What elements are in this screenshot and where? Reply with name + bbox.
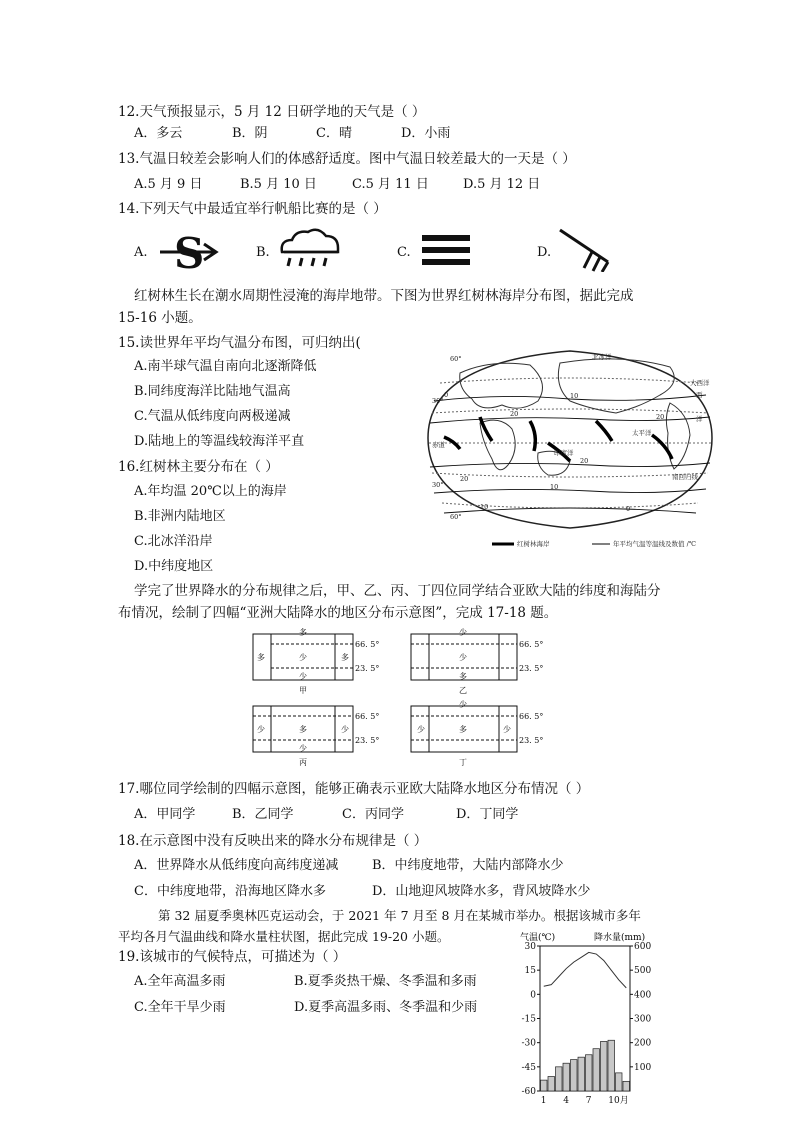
q12-stem: 12.天气预报显示，5 月 12 日研学地的天气是（ ） [118,104,426,120]
ding-top: 少 [459,700,467,709]
q18-option-c: C．中纬度地带，沿海地区降水多 [134,884,326,899]
map-lat-label-60s: 60° [450,513,462,521]
temp-tick-label: -30 [521,1038,536,1049]
precip-bar [601,1041,608,1091]
month-tick-label: 1 [540,1096,547,1106]
map-tropic-capricorn-label: 南回归线 [672,473,698,481]
chart-title-right: 降水量(mm) [594,933,646,943]
svg-text:S: S [174,229,205,276]
q13-option-a: A.5 月 9 日 [134,177,203,192]
map-isotherm-label: 20 [580,457,589,465]
precip-bar [563,1063,570,1091]
q12-option-c: C．晴 [316,126,352,141]
precip-passage-line1: 学完了世界降水的分布规律之后，甲、乙、丙、丁四位同学结合亚欧大陆的纬度和海陆分 [134,583,661,599]
q12-option-b: B．阴 [232,126,268,141]
lat-mark-23: 23. 5° [355,736,380,745]
sandstorm-symbol-icon [158,228,220,276]
map-isotherm-label: 20 [656,413,665,421]
map-legend-mangrove: 红树林海岸 [517,540,550,548]
q17-option-d: D．丁同学 [456,807,519,822]
q19-stem: 19.该城市的气候特点，可描述为（ ） [118,949,347,965]
map-lat-label-60n: 60° [450,355,462,363]
map-isotherm-label: 20 [510,410,519,418]
q15-option-d: D.陆地上的等温线较海洋平直 [134,434,305,449]
bing-center: 多 [299,725,307,734]
map-isotherm-label: 20 [460,475,469,483]
precip-bar [556,1067,563,1091]
temperature-line [544,952,627,987]
precip-bar [616,1073,623,1091]
q12-option-d: D．小雨 [401,126,451,141]
jia-top: 多 [299,628,307,637]
precip-passage-line2: 布情况，绘制了四幅“亚洲大陆降水的地区分布示意图”，完成 17-18 题。 [118,605,558,621]
lat-mark-23: 23. 5° [355,664,380,673]
lat-mark-66: 66. 5° [355,712,380,721]
q14-label-b: B. [256,245,270,260]
map-lat-label-30n: 30° [432,397,444,405]
q15-option-b: B.同纬度海洋比陆地气温高 [134,384,291,399]
q16-stem: 16.红树林主要分布在（ ） [118,459,279,475]
temp-tick-label: 30 [524,942,536,952]
map-ocean-yang: 洋 [696,415,703,423]
month-tick-label: 7 [585,1096,592,1106]
q19-option-d: D.夏季高温多雨、冬季温和少雨 [294,1000,478,1015]
precip-tick-label: 400 [634,990,652,1001]
q14-label-a: A. [134,245,148,260]
precip-bar [608,1040,615,1091]
olympics-passage-line2: 平均各月气温曲线和降水量柱状图，据此完成 19-20 小题。 [118,929,450,944]
bing-left: 少 [257,725,265,734]
lat-mark-23: 23. 5° [519,664,544,673]
jia-right: 多 [341,653,349,662]
yi-name: 乙 [459,686,467,695]
precip-bar [571,1060,578,1091]
q15-option-a: A.南半球气温自南向北逐渐降低 [134,359,317,374]
lat-mark-66: 66. 5° [519,640,544,649]
map-lat-label-30s: 30° [432,481,444,489]
jia-name: 甲 [299,686,307,695]
q15-option-c: C.气温从低纬度向两极递减 [134,409,291,424]
month-tick-label: 10月 [608,1096,629,1106]
world-mangrove-map [420,343,720,553]
temp-tick-label: -45 [521,1062,536,1073]
temp-tick-label: 15 [524,966,536,977]
ding-name: 丁 [459,758,467,767]
q19-option-b: B.夏季炎热干燥、冬季温和多雨 [294,974,477,989]
bing-bottom: 少 [299,744,307,753]
q18-option-b: B．中纬度地带，大陆内部降水少 [372,858,564,873]
temp-tick-label: 0 [530,990,536,1001]
q18-option-a: A．世界降水从低纬度向高纬度递减 [134,858,339,873]
map-isotherm-label: 0 [444,391,449,399]
lat-mark-23: 23. 5° [519,736,544,745]
q19-option-c: C.全年干旱少雨 [134,1000,226,1015]
q18-option-d: D．山地迎风坡降水多，背风坡降水少 [372,884,591,899]
precip-bar [548,1077,555,1092]
olympics-passage-line1: 第 32 届夏季奥林匹克运动会，于 2021 年 7 月至 8 月在某城市举办。根据该城市多年 [158,908,641,923]
jia-left: 多 [257,653,265,662]
mangrove-passage-line2: 15-16 小题。 [118,310,202,326]
q12-option-a: A．多云 [134,126,183,141]
precip-bar [586,1055,593,1091]
q18-stem: 18.在示意图中没有反映出来的降水分布规律是（ ） [118,833,428,849]
q17-option-a: A．甲同学 [134,807,196,822]
precip-bar [623,1081,630,1091]
mangrove-passage-line1: 红树林生长在潮水周期性浸淹的海岸地带。下图为世界红树林海岸分布图，据此完成 [134,288,634,304]
q14-stem: 14.下列天气中最适宜举行帆船比赛的是（ ） [118,201,387,217]
ding-left: 少 [417,725,425,734]
temp-tick-label: -60 [521,1087,536,1097]
chart-title-left: 气温(℃) [520,933,556,943]
yi-top: 少 [459,628,467,637]
precip-bar [593,1049,600,1091]
q17-stem: 17.哪位同学绘制的四幅示意图，能够正确表示亚欧大陆降水地区分布情况（ ） [118,781,590,797]
q13-option-b: B.5 月 10 日 [240,177,317,192]
temp-tick-label: -15 [521,1014,536,1025]
map-isotherm-label: 10 [550,483,559,491]
q13-option-d: D.5 月 12 日 [463,177,541,192]
bing-name: 丙 [299,758,307,767]
ding-center: 多 [459,725,467,734]
map-ocean-indian: 印度洋 [554,449,574,457]
fog-symbol-icon [420,234,472,268]
yi-center: 少 [459,653,467,662]
lat-mark-66: 66. 5° [355,640,380,649]
q13-option-c: C.5 月 11 日 [352,177,429,192]
jia-bottom: 少 [299,672,307,681]
q15-stem: 15.读世界年平均气温分布图，可归纳出( [118,335,361,351]
precip-diagrams [245,624,555,774]
map-ocean-atlantic: 大西洋 [690,379,710,387]
jia-center: 少 [299,653,307,662]
map-isotherm-label: 10 [570,392,579,400]
wind-flag-symbol-icon [556,226,612,272]
precip-bar [541,1080,548,1091]
precip-tick-label: 300 [634,1014,652,1025]
precip-tick-label: 500 [634,966,652,977]
q17-option-c: C．丙同学 [342,807,404,822]
climate-chart [508,926,668,1108]
ding-right: 少 [503,725,511,734]
map-ocean-west: 西 [696,391,703,399]
q16-option-a: A.年均温 20℃以上的海岸 [134,484,287,499]
chart-plot-frame [540,946,630,1091]
q16-option-c: C.北冰洋沿岸 [134,534,213,549]
q14-label-d: D. [537,245,552,260]
precip-tick-label: 600 [634,942,652,952]
precip-tick-label: 100 [634,1062,652,1073]
month-tick-label: 4 [563,1096,569,1106]
map-isotherm-label: 10 [480,503,489,511]
map-ocean-arctic: 北冰洋 [592,353,612,361]
q17-option-b: B．乙同学 [232,807,294,822]
precip-bar [578,1057,585,1091]
bing-right: 少 [341,725,349,734]
q14-label-c: C. [397,245,411,260]
q19-option-a: A.全年高温多雨 [134,974,226,989]
q16-option-b: B.非洲内陆地区 [134,509,226,524]
q16-option-d: D.中纬度地区 [134,559,214,574]
yi-bottom: 多 [459,672,467,681]
map-isotherm-label: 0 [626,505,631,513]
map-ocean-pacific: 太平洋 [632,429,652,437]
q13-stem: 13.气温日较差会影响人们的体感舒适度。图中气温日较差最大的一天是（ ） [118,151,576,167]
rain-cloud-symbol-icon [276,226,346,272]
map-lat-label-equator: 赤道 [432,441,445,449]
map-legend-isotherm: 年平均气温等温线及数值 /℃ [613,540,697,548]
lat-mark-66: 66. 5° [519,712,544,721]
precip-tick-label: 200 [634,1038,652,1049]
